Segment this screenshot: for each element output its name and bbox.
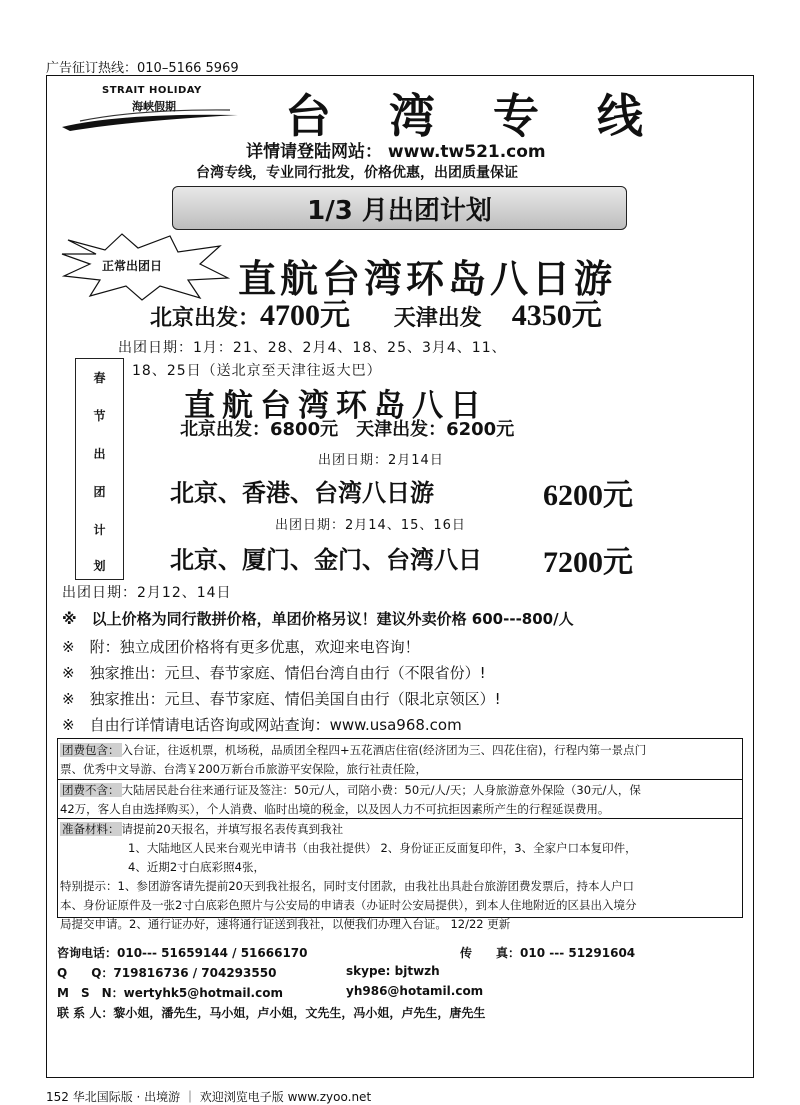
ad-hotline: 广告征订热线：010–5166 5969 xyxy=(46,61,239,76)
tour3-price: 6200元 xyxy=(543,479,633,512)
tour1-beijing-price: 4700元 xyxy=(260,299,351,332)
spring-char: 春 xyxy=(93,371,106,385)
prep-label: 准备材料： xyxy=(62,822,120,836)
spring-festival-plan-box xyxy=(75,358,124,580)
tour1-tianjin-price: 4350元 xyxy=(511,299,602,332)
excluded-line2: 42万，客人自由选择购买），个人消费、临时出境的税金，以及因人力不可抗拒因素所产生的行程延误费用。 xyxy=(60,802,610,816)
tip-line3: 局提交申请。2、通行证办好，速将通行证送到我社，以便我们办理入台证。 12/22 更新 xyxy=(60,917,511,931)
tour3-dates: 出团日期：2月14、15、16日 xyxy=(275,518,466,533)
note-price: ※ 以上价格为同行散拼价格，单团价格另议！建议外卖价格 600---800/人 xyxy=(62,610,574,628)
excluded-label: 团费不含： xyxy=(62,783,120,797)
included-line1 xyxy=(60,740,646,760)
badge-label: 正常出团日 xyxy=(102,259,163,273)
tour2-dates: 出团日期：2月14日 xyxy=(318,453,444,468)
included-line2: 票、优秀中文导游、台湾￥200万新台币旅游平安保险，旅行社责任险， xyxy=(60,762,427,776)
logo-chinese: 海峡假期 xyxy=(132,100,176,113)
excluded-line1 xyxy=(60,780,641,800)
tour4-price: 7200元 xyxy=(543,546,633,579)
prep-line3: 4、近期2寸白底彩照4张， xyxy=(128,860,265,874)
tour3-title: 北京、香港、台湾八日游 xyxy=(170,478,434,507)
spring-char: 划 xyxy=(93,559,106,573)
contact-fax: 传 真：010 --- 51291604 xyxy=(460,946,636,960)
prep-line2: 1、大陆地区人民来台观光申请书（由我社提供） 2、身份证正反面复印件，3、全家户口本复印件， xyxy=(128,841,637,855)
strait-holiday-logo xyxy=(60,85,240,135)
tour1-beijing-label: 北京出发 xyxy=(150,306,239,331)
tip-line2: 本、身份证原件及一张2寸白底彩色照片与公安局的申请表（办证时公安局提供），到本人住地附近的区县出入境分 xyxy=(60,898,637,912)
tour4-dates: 出团日期：2月12、14日 xyxy=(62,585,232,601)
tagline: 台湾专线，专业同行批发，价格优惠，出团质量保证 xyxy=(196,165,518,181)
contact-msn: M S N：wertyhk5@hotmail.com xyxy=(57,986,283,1000)
note-website: ※ 自由行详情请电话咨询或网站查询：www.usa968.com xyxy=(62,716,462,734)
tour2-prices: 北京出发：6800元 天津出发：6200元 xyxy=(180,419,515,440)
note-private-group: ※ 附：独立成团价格将有更多优惠，欢迎来电咨询！ xyxy=(62,638,420,656)
spring-char: 出 xyxy=(93,447,106,461)
contact-skype: skype: bjtwzh xyxy=(346,964,440,978)
website-line: 详情请登陆网站： www.tw521.com xyxy=(246,142,546,162)
contact-msn2: yh986@hotamil.com xyxy=(346,984,484,998)
tip-line1: 特别提示：1、参团游客请先提前20天到我社报名，同时支付团款，由我社出具赴台旅游团费发票后，持本人户口 xyxy=(60,879,634,893)
logo-english: STRAIT HOLIDAY xyxy=(102,85,202,96)
plan-title: 1/3 月出团计划 xyxy=(307,195,492,226)
included-label: 团费包含： xyxy=(62,743,120,757)
tour1-dates-line1: 出团日期：1月：21、28、2月4、18、25、3月4、11、 xyxy=(118,340,507,356)
spring-char: 计 xyxy=(93,523,106,537)
page-title: 台湾专线 xyxy=(285,89,701,143)
spring-char: 团 xyxy=(93,485,106,499)
tour1-prices: 北京出发：4700元 天津出发 4350元 xyxy=(150,299,602,332)
page-footer: 152 华北国际版 · 出境游 ｜ 欢迎浏览电子版 www.zyoo.net xyxy=(46,1090,372,1104)
included-text: 入台证，往返机票，机场税，品质团全程四+五花酒店住宿(经济团为三、四花住宿)，行程内第一景点门 xyxy=(121,743,647,757)
contact-people: 联 系 人：黎小姐，潘先生，马小姐，卢小姐，文先生，冯小姐，卢先生，唐先生 xyxy=(57,1006,486,1020)
tour1-dates-line2: 18、25日（送北京至天津往返大巴） xyxy=(132,363,382,379)
tour1-tianjin-label: 天津出发 xyxy=(393,306,482,331)
plan-title-banner xyxy=(172,186,627,230)
note-taiwan-free-travel: ※ 独家推出：元旦、春节家庭、情侣台湾自由行（不限省份）! xyxy=(62,664,486,682)
excluded-text: 大陆居民赴台往来通行证及签注：50元/人，司陪小费：50元/人/天；人身旅游意外保险（30元/人，保 xyxy=(121,783,641,797)
tour2-title: 直航台湾环岛八日 xyxy=(184,388,488,424)
prep-text: 请提前20天报名，并填写报名表传真到我社 xyxy=(121,822,344,836)
tour4-title: 北京、厦门、金门、台湾八日 xyxy=(170,545,482,574)
contact-qq: Q Q：719816736 / 704293550 xyxy=(57,966,277,980)
prep-line1 xyxy=(60,819,343,839)
contact-phone: 咨询电话：010--- 51659144 / 51666170 xyxy=(57,946,308,960)
spring-char: 节 xyxy=(93,409,106,423)
tour1-title: 直航台湾环岛八日游 xyxy=(238,256,617,301)
note-usa-free-travel: ※ 独家推出：元旦、春节家庭、情侣美国自由行（限北京领区）! xyxy=(62,690,501,708)
